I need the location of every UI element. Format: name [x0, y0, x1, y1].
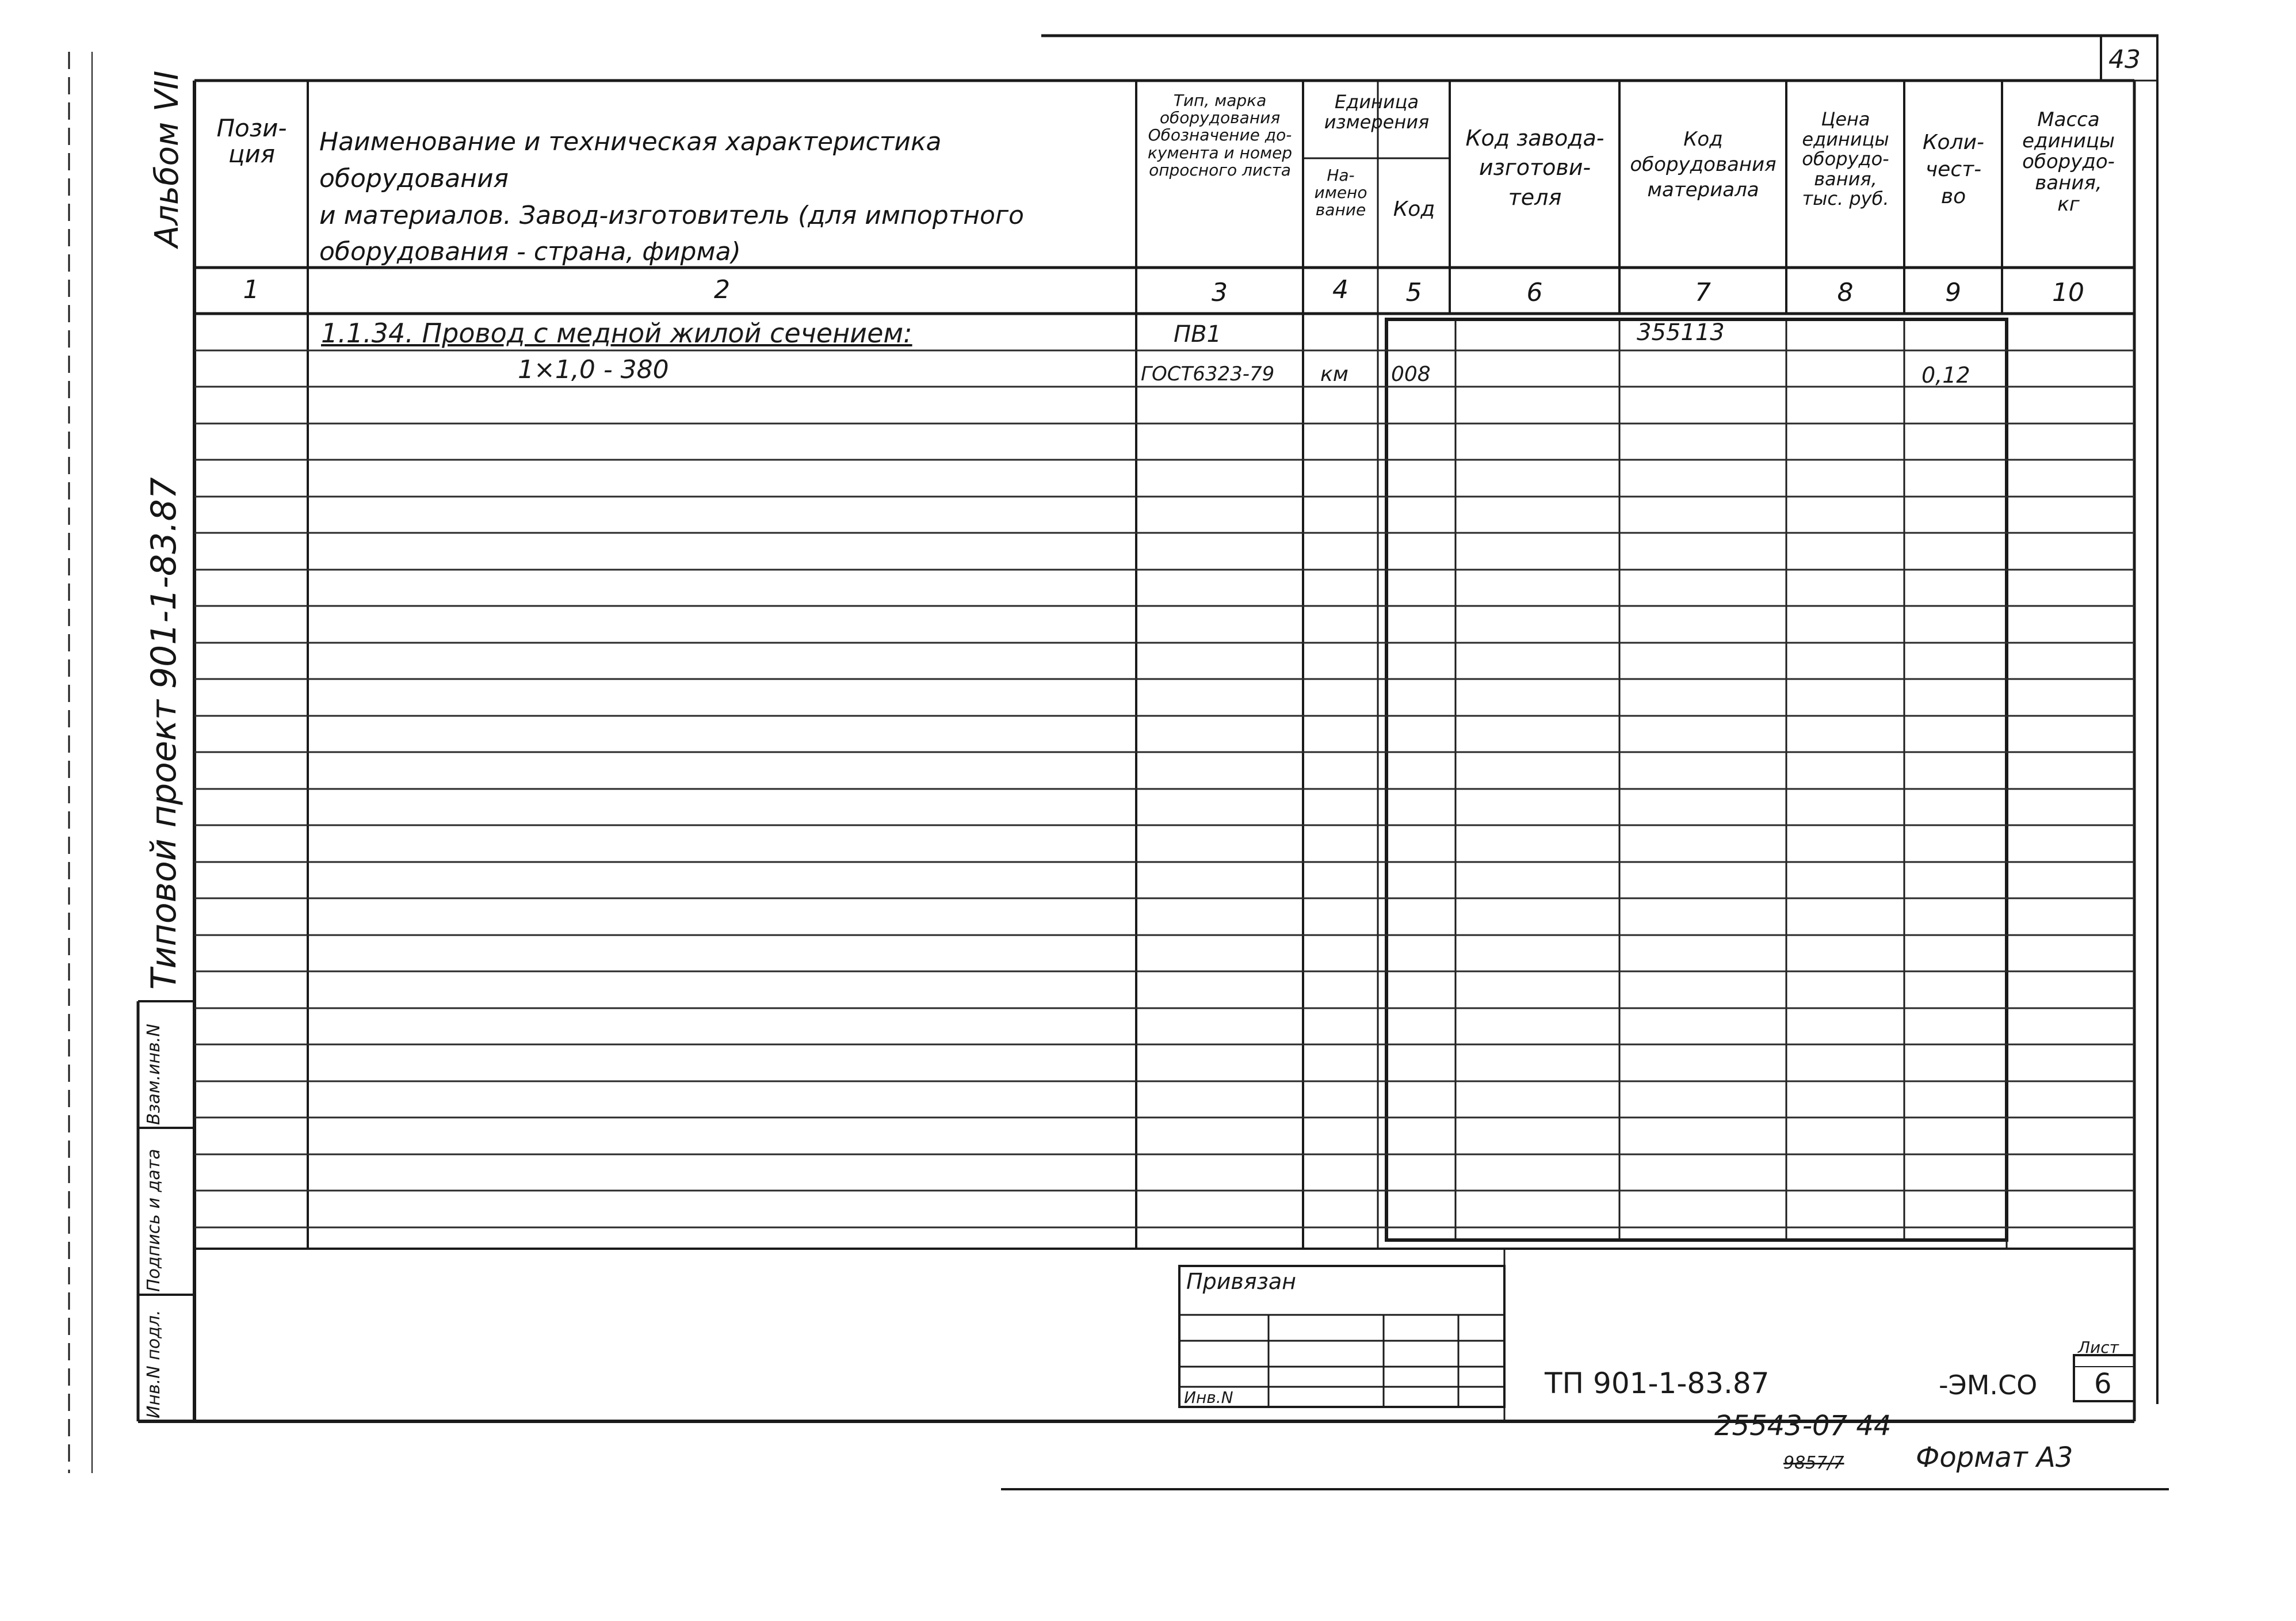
col-number-2: 2 [714, 275, 730, 304]
doc-mark: -ЭМ.СО [1939, 1370, 2038, 1401]
inv-label: Инв.N [1184, 1388, 1233, 1407]
album-label: Альбом VII [148, 70, 186, 247]
crossed-number: 9857/7 [1783, 1453, 1844, 1473]
header-quantity: Коли- чест- во [1923, 131, 1984, 208]
col-number-5: 5 [1405, 278, 1422, 307]
corner-sheet-number: 43 [2108, 45, 2141, 74]
header-mass: Масса единицы оборудо- вания, кг [2022, 108, 2115, 216]
header-name: Наименование и техническая характеристика оборудования и материалов. Завод-изготовитель (для импортного оборудования - страна, фирма) [319, 127, 1024, 267]
header-type: Тип, марка оборудования Обозначение до- кумента и номер опросного листа [1147, 91, 1293, 180]
header-unit: Единица измерения [1324, 91, 1430, 133]
format-label: Формат А3 [1916, 1441, 2073, 1474]
privyazan-label: Привязан [1186, 1269, 1296, 1294]
col-number-3: 3 [1212, 278, 1228, 307]
stamp-vzam-inv: Взам.инв.N [144, 1024, 164, 1125]
table-row-2-type: ГОСТ6323-79 [1141, 363, 1275, 386]
header-equipment-code: Код оборудования материала [1630, 128, 1777, 202]
table-row-2-unit-code: 008 [1391, 363, 1431, 386]
col-number-10: 10 [2052, 278, 2084, 307]
project-label: Типовой проект 901-1-83.87 [144, 477, 184, 990]
stamp-signature-date: Подпись и дата [144, 1149, 164, 1292]
col-number-4: 4 [1332, 275, 1348, 304]
table-row-1-type: ПВ1 [1174, 321, 1221, 348]
col-number-7: 7 [1695, 278, 1711, 307]
doc-code: ТП 901-1-83.87 [1545, 1367, 1770, 1400]
header-unit-name: На- имено вание [1314, 166, 1367, 220]
header-unit-code: Код [1393, 197, 1435, 221]
table-row-2-unit: км [1320, 363, 1348, 386]
header-price: Цена единицы оборудо- вания, тыс. руб. [1802, 108, 1889, 210]
table-row-1-material-code: 355113 [1637, 319, 1725, 346]
col-number-6: 6 [1526, 278, 1543, 307]
col-number-8: 8 [1837, 278, 1854, 307]
sheet-label: Лист [2078, 1338, 2119, 1357]
col-number-1: 1 [243, 275, 259, 304]
sheet-value: 6 [2094, 1368, 2112, 1400]
table-row-2-name: 1×1,0 - 380 [518, 355, 669, 384]
archive-number: 25543-07 44 [1714, 1410, 1892, 1442]
table-row-1-name: 1.1.34. Провод с медной жилой сечением: [321, 318, 912, 349]
table-row-2-qty: 0,12 [1921, 363, 1970, 388]
col-number-9: 9 [1945, 278, 1961, 307]
header-position: Пози- ция [216, 114, 287, 169]
stamp-inv-podl: Инв.N подл. [144, 1310, 164, 1418]
header-plant-code: Код завода- изготови- теля [1465, 125, 1604, 210]
